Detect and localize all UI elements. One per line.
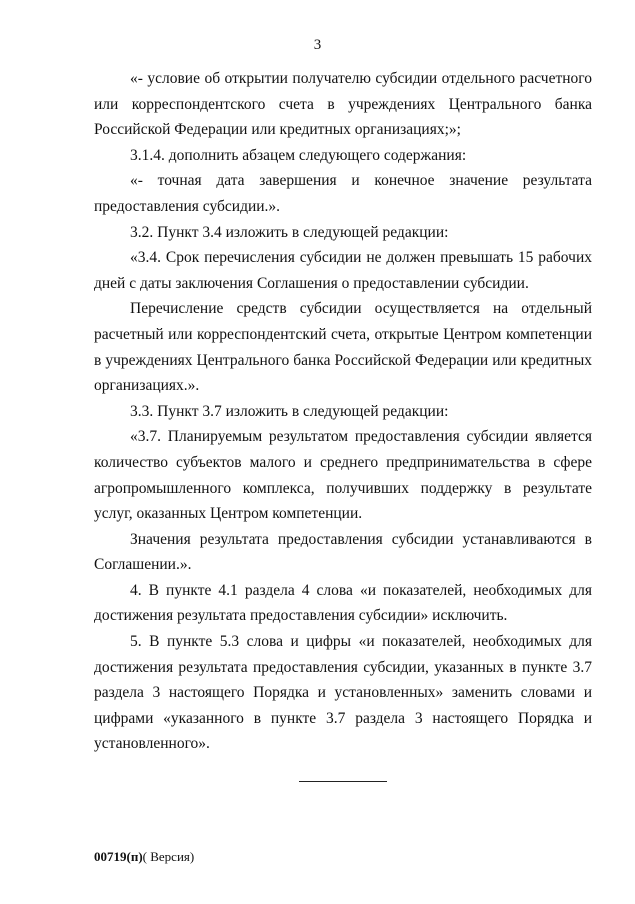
page-number: 3 <box>313 37 322 53</box>
paragraph: Перечисление средств субсидии осуществляется на отдельный расчетный или корреспондентский счета, открытые Центром компетенции в учреждениях Центрального банка Российской Федерации или кредитных организациях.». <box>94 300 592 395</box>
end-separator-line <box>299 781 387 782</box>
paragraph: 3.2. Пункт 3.4 изложить в следующей редакции: <box>130 223 449 241</box>
paragraph: «- точная дата завершения и конечное значение результата предоставления субсидии.». <box>94 172 592 215</box>
document-body <box>94 66 592 757</box>
paragraph: Значения результата предоставления субсидии устанавливаются в Соглашении.». <box>94 530 592 574</box>
document-version: ( Версия) <box>142 849 195 864</box>
paragraph: 3.1.4. дополнить абзацем следующего содержания: <box>130 146 467 164</box>
paragraph: 4. В пункте 4.1 раздела 4 слова «и показателей, необходимых для достижения результата предоставления субсидии» исключить. <box>94 581 592 625</box>
document-code: 00719(п) <box>94 849 143 864</box>
paragraph: «- условие об открытии получателю субсидии отдельного расчетного или корреспондентского счета в учреждениях Центрального банка Российской Федерации или кредитных организациях;»; <box>94 70 592 139</box>
document-footer <box>94 849 194 865</box>
paragraph: 3.3. Пункт 3.7 изложить в следующей редакции: <box>130 402 449 420</box>
paragraph: «3.7. Планируемым результатом предоставления субсидии является количество субъектов малого и среднего предпринимательства в сфере агропромышленного комплекса, получивших поддержку в результате услуг, оказанных Центром компетенции. <box>94 428 592 523</box>
paragraph: 5. В пункте 5.3 слова и цифры «и показателей, необходимых для достижения результата предоставления субсидии, указанных в пункте 3.7 раздела 3 настоящего Порядка и установленных» заменить словами и цифрами «указанного в пункте 3.7 раздела 3 настоящего Порядка и установленного». <box>94 633 592 753</box>
paragraph: «3.4. Срок перечисления субсидии не должен превышать 15 рабочих дней с даты заключения Соглашения о предоставлении субсидии. <box>94 249 592 292</box>
